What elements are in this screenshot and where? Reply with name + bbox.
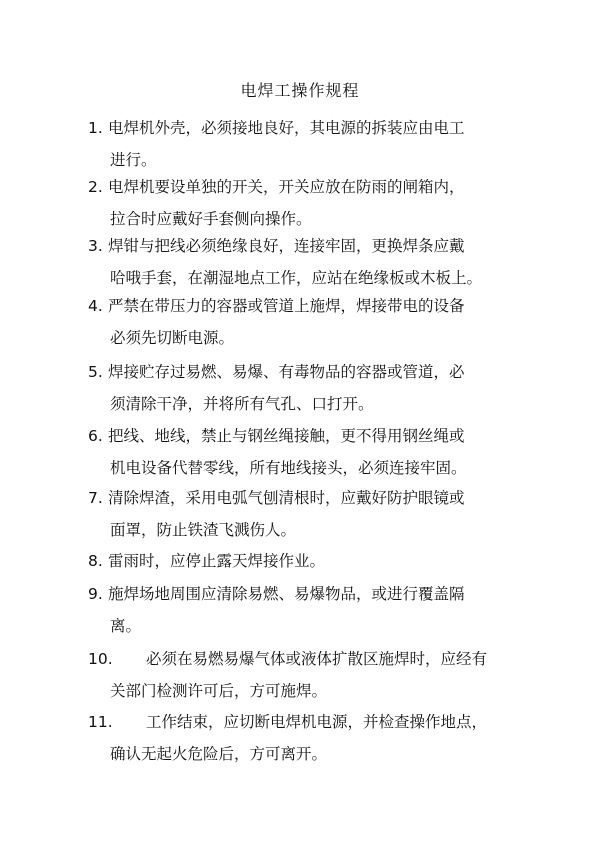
rule-number: 4. <box>88 297 103 315</box>
rule-text-line2: 离。 <box>110 617 142 635</box>
rule-text-line1: 把线、地线，禁止与钢丝绳接触，更不得用钢丝绳或 <box>108 427 465 445</box>
rule-text-line2: 关部门检测许可后，方可施焊。 <box>110 682 328 700</box>
rule-text-line1: 雷雨时，应停止露天焊接作业。 <box>108 552 326 570</box>
rule-text-line1: 焊接贮存过易燃、易爆、有毒物品的容器或管道，必 <box>108 363 465 381</box>
rule-text-line2: 进行。 <box>110 151 157 169</box>
rule-text-line1: 严禁在带压力的容器或管道上施焊，焊接带电的设备 <box>108 297 465 315</box>
rule-number: 6. <box>88 427 103 445</box>
rule-number: 9. <box>88 585 103 603</box>
rule-number: 10. <box>88 650 113 668</box>
rule-text-line2: 须清除干净，并将所有气孔、口打开。 <box>110 395 374 413</box>
rule-text-line2: 面罩，防止铁渣飞溅伤人。 <box>110 521 297 539</box>
rule-number: 1. <box>88 119 103 137</box>
rule-number: 7. <box>88 489 103 507</box>
rule-text-line2: 确认无起火危险后，方可离开。 <box>110 745 328 763</box>
rule-text-line1: 电焊机要设单独的开关，开关应放在防雨的闸箱内， <box>108 178 465 196</box>
rule-text-line2: 机电设备代替零线，所有地线接头，必须连接牢固。 <box>110 459 467 477</box>
rule-text-line1: 焊钳与把线必须绝缘良好，连接牢固，更换焊条应戴 <box>108 237 465 255</box>
rule-text-line1: 施焊场地周围应清除易燃、易爆物品，或进行覆盖隔 <box>108 585 465 603</box>
rule-number: 8. <box>88 552 103 570</box>
rule-number: 3. <box>88 237 103 255</box>
rule-text-line1: 电焊机外壳，必须接地良好，其电源的拆装应由电工 <box>108 119 465 137</box>
rule-number: 5. <box>88 363 103 381</box>
document-title: 电焊工操作规程 <box>240 81 360 100</box>
rule-number: 11. <box>88 713 113 731</box>
rule-text-line2: 拉合时应戴好手套侧向操作。 <box>110 210 312 228</box>
rule-number: 2. <box>88 178 103 196</box>
rule-text-line2: 必须先切断电源。 <box>110 329 235 347</box>
rule-text-line2: 哈哦手套，在潮湿地点工作，应站在绝缘板或木板上。 <box>110 269 483 287</box>
rule-text-line1: 必须在易燃易爆气体或液体扩散区施焊时，应经有 <box>146 650 488 668</box>
rule-text-line1: 工作结束，应切断电焊机电源，并检查操作地点， <box>146 713 488 731</box>
rule-text-line1: 清除焊渣，采用电弧气刨清根时，应戴好防护眼镜或 <box>108 489 465 507</box>
